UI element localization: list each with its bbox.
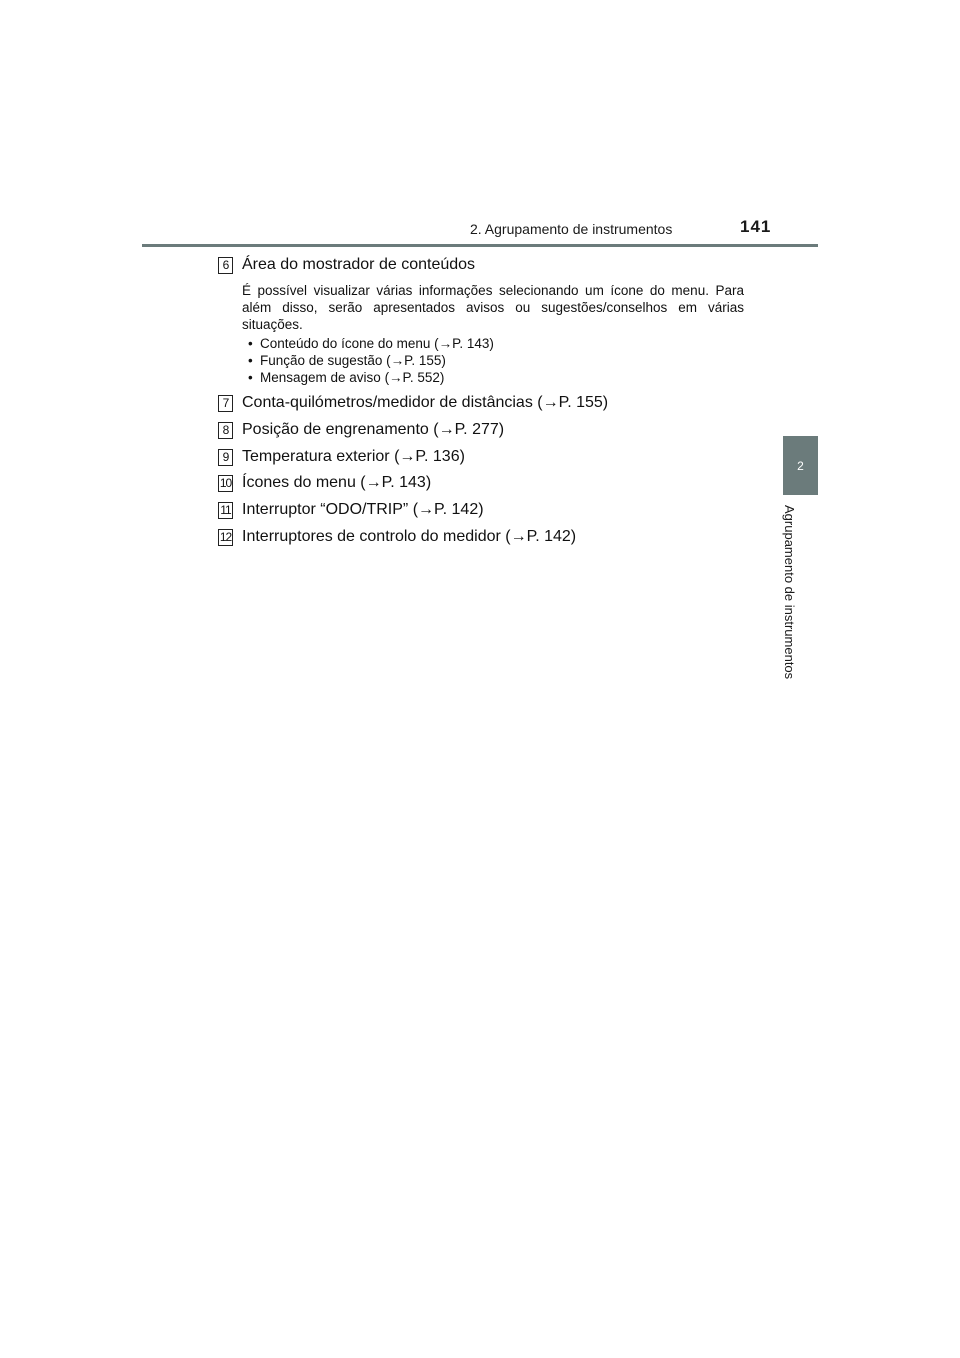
chapter-number: 2 (797, 458, 804, 473)
item-description (242, 282, 744, 333)
bullet-item: • Mensagem de aviso (→P. 552) (248, 370, 445, 385)
item-title: Interruptores de controlo do medidor (→P. 142) (242, 528, 577, 545)
item-title: Ícones do menu (→P. 143) (242, 474, 432, 491)
list-item (218, 474, 431, 492)
bullet-text: Mensagem de aviso (→P. 552) (260, 370, 445, 385)
description-text: É possível visualizar várias informações selecionando um ícone do menu. Para além disso, serão apresentados avisos ou sugestões/conselhos em várias situações. (242, 283, 744, 332)
item-title: Interruptor “ODO/TRIP” (→P. 142) (242, 501, 484, 518)
bullet-item: • Conteúdo do ícone do menu (→P. 143) (248, 336, 494, 351)
header-divider (142, 244, 818, 247)
item-number-box: 10 (219, 475, 232, 490)
item-number-box: 12 (219, 529, 232, 544)
bullet-text: Função de sugestão (→P. 155) (260, 353, 446, 368)
list-item (218, 501, 484, 519)
item-title: Conta-quilómetros/medidor de distâncias (→P. 155) (242, 394, 609, 411)
item-number-box: 8 (218, 422, 233, 439)
running-header: 2. Agrupamento de instrumentos (470, 221, 673, 237)
item-number-box: 11 (218, 502, 233, 519)
page-number: 141 (740, 217, 772, 236)
item-number-box: 9 (218, 449, 233, 466)
list-item (218, 448, 465, 466)
chapter-tab (783, 436, 818, 495)
item-title: Posição de engrenamento (→P. 277) (242, 421, 505, 438)
list-item (218, 394, 608, 412)
item-title: Temperatura exterior (→P. 136) (242, 448, 465, 465)
list-item (218, 256, 475, 274)
list-item (218, 421, 504, 439)
bullet-item: • Função de sugestão (→P. 155) (248, 353, 446, 368)
bullet-list (248, 335, 494, 386)
chapter-side-label: Agrupamento de instrumentos (782, 505, 797, 680)
item-number-box: 6 (218, 257, 233, 274)
item-number-box: 7 (218, 395, 233, 412)
item-title: Área do mostrador de conteúdos (242, 256, 476, 273)
bullet-text: Conteúdo do ícone do menu (→P. 143) (260, 336, 494, 351)
list-item (218, 528, 576, 546)
